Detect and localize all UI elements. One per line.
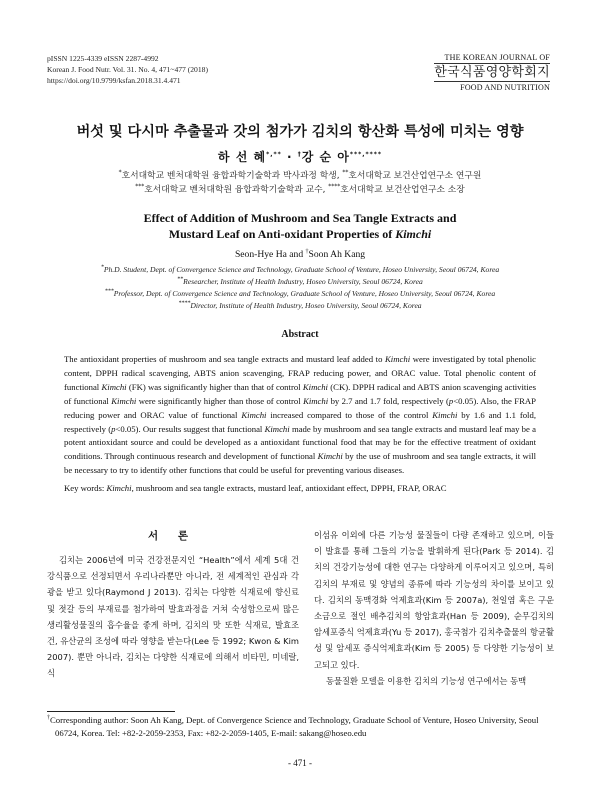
english-affiliation-2: [0, 277, 600, 286]
korean-affiliation-line-2: [0, 182, 600, 195]
issn-line: pISSN 1225-4339 eISSN 2287-4992: [47, 54, 159, 63]
affil-text: Researcher, Institute of Health Industry, Hoseo University, Seoul 06724, Korea: [183, 277, 423, 286]
affil-text: Director, Institute of Health Industry, Hoseo University, Seoul 06724, Korea: [190, 301, 422, 310]
abstract-text: <0.05). Our results suggest that functional: [115, 423, 265, 434]
keyword-italic: Kimchi: [106, 483, 132, 493]
abstract-italic: p: [111, 423, 116, 434]
affil-mark: **: [342, 169, 349, 177]
korean-authors: [0, 148, 600, 165]
corresponding-dagger: †: [297, 151, 302, 158]
journal-brand-logo: [434, 53, 550, 92]
abstract-text: were significantly higher than those of control: [136, 395, 304, 406]
journal-citation-block: [47, 53, 208, 86]
footnote-divider: [47, 711, 175, 712]
english-author-2: Soon Ah Kang: [308, 249, 366, 260]
affil-text: 호서대학교 벤처대학원 융합과학기술학과 박사과정 학생,: [121, 171, 343, 181]
abstract-italic: p: [448, 395, 454, 406]
abstract-text: increased compared to those of the control: [266, 409, 433, 420]
brand-korean-text: 한국식품영양학회지: [434, 65, 550, 80]
english-authors: [0, 249, 600, 260]
abstract-italic: Kimchi: [303, 395, 329, 406]
abstract-text: by the use of mushroom and sea tangle extracts, it will be necessary to try to identify other functions that could be useful for preventing various diseases.: [64, 451, 536, 476]
english-author-1: Seon-Hye Ha: [234, 249, 287, 260]
abstract-text: by 1.6 and 1.1 fold, respectively (: [64, 409, 536, 434]
corresponding-author-footnote: [47, 714, 557, 740]
brand-top-text: THE KOREAN JOURNAL OF: [434, 53, 550, 64]
abstract-italic: Kimchi: [432, 409, 458, 420]
abstract-text: were investigated by total phenolic content, DPPH radical scavenging, ABTS anion scavenging, FRAP reducing power, and ORAC value. Total phenolic content of functional: [64, 354, 537, 392]
affil-mark: ***: [135, 183, 145, 191]
keywords-label: Key words:: [64, 483, 107, 493]
corresponding-dagger: †: [305, 248, 309, 255]
brand-bottom-text: FOOD AND NUTRITION: [434, 81, 550, 92]
abstract-text: <0.05). Also, the FRAP reducing power and ORAC value of functional: [64, 395, 536, 420]
abstract-italic: Kimchi: [264, 423, 290, 434]
citation-line: Korean J. Food Nutr. Vol. 31. No. 4, 471~477 (2018): [47, 65, 208, 74]
korean-title: 버섯 및 다시마 추출물과 갓의 첨가가 김치의 항산화 특성에 미치는 영향: [76, 124, 524, 140]
body-right-column: [314, 527, 554, 689]
affil-text: 호서대학교 벤처대학원 융합과학기술학과 교수,: [144, 185, 329, 195]
affil-mark: *: [118, 169, 122, 177]
footnote-text: Corresponding author: Soon Ah Kang, Dept. of Convergence Science and Technology, Graduate School of Venture, Hoseo University, Seoul 06724, Korea. Tel: +82-2-2059-2353, Fax: +82-2-2059-1405, E-mail: sakang@hoseo.edu: [50, 715, 539, 738]
page-number: - 471 -: [288, 758, 312, 768]
english-affiliation-3: [0, 289, 600, 298]
english-title-italic: Kimchi: [395, 227, 432, 241]
abstract-italic: Kimchi: [101, 381, 127, 392]
doi-link[interactable]: https://doi.org/10.9799/ksfan.2018.31.4.471: [47, 76, 181, 85]
body-left-column: 김치는 2006년에 미국 건강전문지인 “Health”에서 세계 5대 건강식품으로 선정되면서 우리나라뿐만 아니라, 전 세계적인 관심과 각광을 받고 있다(Raymond J 2013). 김치는 다양한 식재료에 향신료 및 젓갈 등의 부재료를 첨가하여 발효과정을 거쳐 숙성함으로써 많은 생리활성물질의 흡수율을 좋게 하며, 김치의 맛 또한 식재료, 발효조건, 유산균의 조성에 따라 영향을 받는다(Lee 등 1992; Kwon & Kim 2007). 뿐만 아니라, 김치는 다양한 식재료에 의해서 비타민, 미네랄, 식: [47, 555, 299, 679]
abstract-italic: Kimchi: [385, 354, 411, 364]
english-affiliation-1: [0, 265, 600, 274]
english-title-line-2: [0, 227, 600, 242]
abstract-heading: Abstract: [281, 329, 319, 340]
affil-text: Professor, Dept. of Convergence Science and Technology, Graduate School of Venture, Hoseo University, Seoul 06724, Korea: [113, 289, 496, 298]
abstract-text: made by mushroom and sea tangle extracts and mustard leaf may be a potent antioxidant source and could be developed as a antioxidant functional food that may be for the effective treatment of oxidant conditions. Through continuous research and development of functional: [64, 423, 536, 462]
body-paragraph: 동물질환 모델을 이용한 김치의 기능성 연구에서는 동맥: [326, 675, 527, 686]
body-paragraph: 이섬유 이외에 다른 기능성 물질들이 다량 존재하고 있으며, 이들이 발효를 통해 그들의 기능을 발휘하게 된다(Park 등 2014). 김치의 건강기능성에 대한 연구는 다양하게 이루어지고 있으며, 특히 김치의 부재료 및 양념의 종류에 따라 기능성의 차이를 보이고 있다. 김치의 동맥경화 억제효과(Kim 등 2007a), 천일염 혹은 구운 소금으로 절인 배추김치의 항암효과(Han 등 2009), 순무김치의 암세포증식 억제효과(Yu 등 2017), 홍국첨가 김치추출물의 항균활성 및 암세포 증식억제효과(Kim 등 2005) 등 다양한 기능성이 보고되고 있다.: [314, 530, 554, 670]
english-affiliation-4: [0, 301, 600, 310]
section-heading-introduction: 서 론: [148, 530, 196, 542]
author2-marks: ***,****: [349, 151, 383, 158]
abstract-text: (FK) was significantly higher than that of control: [126, 381, 303, 392]
abstract-italic: Kimchi: [241, 409, 267, 420]
korean-author-2: 강 순 아: [301, 150, 350, 164]
english-title-line-1: Effect of Addition of Mushroom and Sea Tangle Extracts and: [143, 211, 457, 225]
affil-text: 호서대학교 보건산업연구소 소장: [340, 185, 465, 195]
affil-text: 호서대학교 보건산업연구소 연구원: [348, 171, 482, 181]
author1-marks: *,**: [266, 151, 282, 158]
affil-mark: ****: [328, 183, 341, 191]
affil-mark: *: [100, 264, 104, 271]
affil-mark: ***: [104, 288, 114, 295]
affil-text: Ph.D. Student, Dept. of Convergence Science and Technology, Graduate School of Venture, Hoseo University, Seoul 06724, Korea: [103, 265, 500, 274]
korean-author-1: 하 선 혜: [217, 150, 267, 164]
affil-mark: ****: [178, 300, 191, 307]
abstract-text: by 2.7 and 1.7 fold, respectively (: [328, 395, 449, 406]
abstract-text: (CK). DPPH radical and ABTS anion scavenging activities of functional: [64, 381, 536, 406]
affil-mark: **: [177, 276, 184, 283]
author-and: and: [286, 249, 306, 260]
keywords: [64, 482, 536, 496]
abstract-italic: Kimchi: [111, 395, 137, 406]
abstract-italic: Kimchi: [302, 381, 328, 392]
author-separator: ·: [281, 150, 298, 164]
korean-affiliation-line-1: [0, 168, 600, 181]
keywords-list: , mushroom and sea tangle extracts, mustard leaf, antioxidant effect, DPPH, FRAP, ORAC: [131, 483, 447, 493]
abstract-body: [64, 353, 536, 478]
abstract-text: The antioxidant properties of mushroom and sea tangle extracts and mustard leaf added to: [64, 354, 386, 364]
corresponding-dagger: †: [47, 715, 50, 722]
english-title-text: Mustard Leaf on Anti-oxidant Properties of: [168, 227, 396, 241]
abstract-italic: Kimchi: [317, 451, 343, 462]
